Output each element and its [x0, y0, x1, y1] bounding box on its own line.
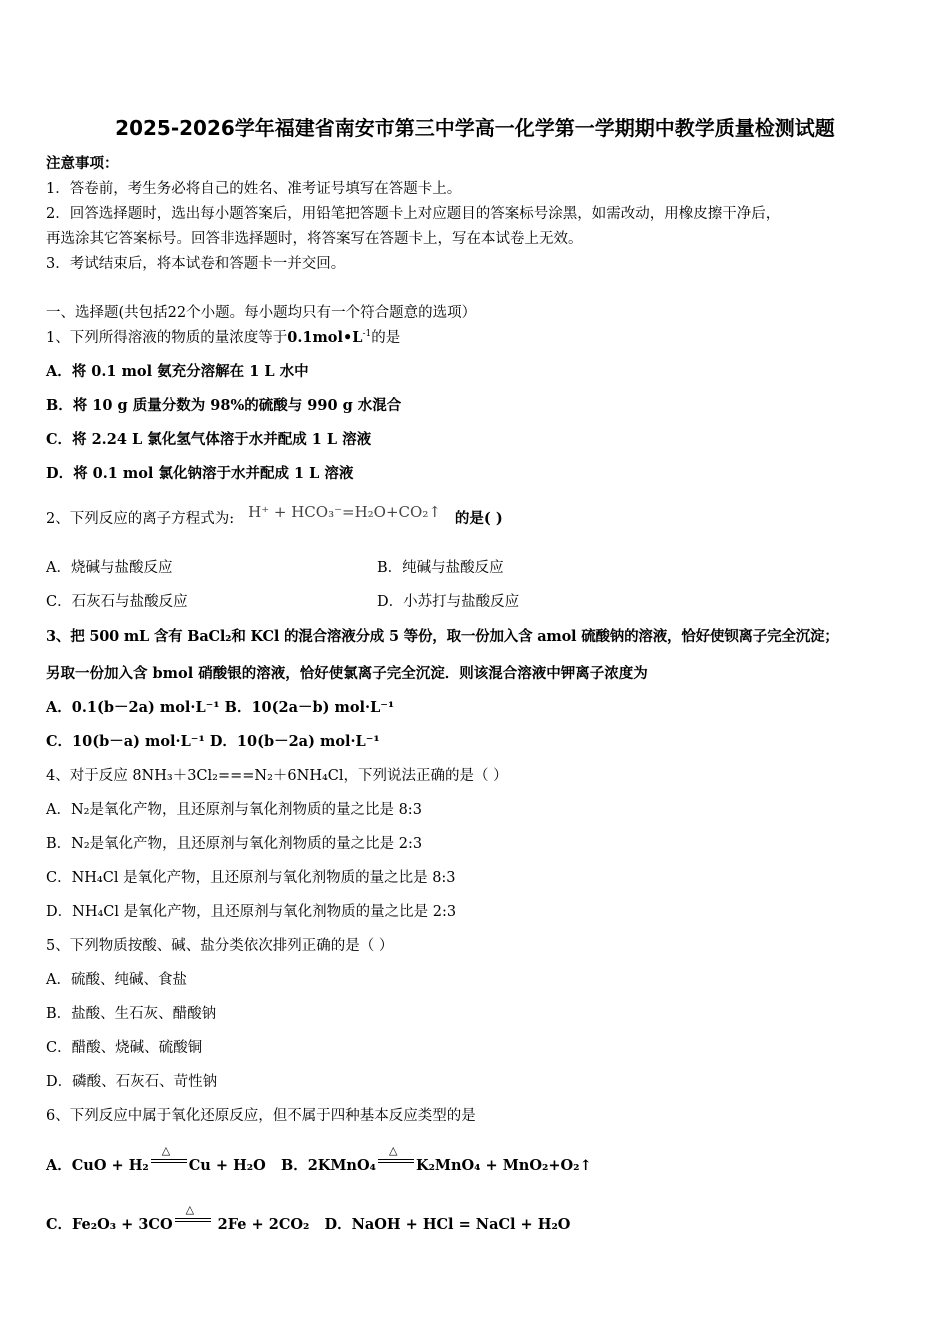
heat-equals-icon [175, 1203, 211, 1231]
notice-item-3: 3．考试结束后，将本试卷和答题卡一并交回。 [46, 256, 346, 272]
section-heading: 一、选择题(共包括22个小题。每小题均只有一个符合题意的选项） [46, 305, 477, 321]
q1-stem-b: 0.1mol•L [287, 329, 363, 346]
q1-option-d: D．将 0.1 mol 氯化钠溶于水并配成 1 L 溶液 [46, 465, 354, 482]
q2-stem [46, 503, 503, 528]
q1-option-c: C．将 2.24 L 氯化氢气体溶于水并配成 1 L 溶液 [46, 431, 372, 448]
q5-option-b: B．盐酸、生石灰、醋酸钠 [46, 1006, 217, 1022]
q3-options-ab: A．0.1(b－2a) mol·L⁻¹ B．10(2a－b) mol·L⁻¹ [46, 699, 395, 716]
q4-option-c: C．NH₄Cl 是氧化产物，且还原剂与氧化剂物质的量之比是 8:3 [46, 870, 456, 886]
q2-option-b: B．纯碱与盐酸反应 [377, 560, 504, 576]
q1-option-b: B．将 10 g 质量分数为 98%的硫酸与 990 g 水混合 [46, 397, 402, 414]
q2-equation: H⁺ + HCO₃⁻=H₂O+CO₂↑ [248, 503, 441, 521]
heat-triangle-icon: △ [388, 1144, 398, 1157]
q1-stem [46, 326, 400, 347]
q1-stem-a: 1、下列所得溶液的物质的量浓度等于 [46, 330, 288, 346]
q2-option-d: D．小苏打与盐酸反应 [377, 594, 520, 610]
q6-c-left: C．Fe₂O₃ + 3CO [46, 1216, 173, 1233]
q6-a-right: Cu + H₂O [188, 1157, 266, 1174]
q6-options-cd [46, 1203, 571, 1234]
q6-b-right: K₂MnO₄ + MnO₂+O₂↑ [415, 1157, 592, 1174]
heat-equals-icon [378, 1144, 414, 1172]
q3-stem-line2: 另取一份加入含 bmol 硝酸银的溶液，恰好使氯离子完全沉淀．则该混合溶液中钾离子浓度为 [46, 665, 648, 682]
heat-equals-icon [151, 1144, 187, 1172]
q2-option-c: C．石灰石与盐酸反应 [46, 594, 188, 610]
q4-option-d: D．NH₄Cl 是氧化产物，且还原剂与氧化剂物质的量之比是 2:3 [46, 904, 457, 920]
q6-c-right: 2Fe + 2CO₂ [217, 1216, 310, 1233]
q4-option-a: A．N₂是氧化产物，且还原剂与氧化剂物质的量之比是 8:3 [46, 802, 422, 818]
notice-item-2-cont: 再选涂其它答案标号。回答非选择题时，将答案写在答题卡上，写在本试卷上无效。 [46, 231, 583, 247]
q6-a-left: A．CuO + H₂ [46, 1157, 149, 1174]
q1-stem-sup: -1 [362, 329, 372, 339]
q3-options-cd: C．10(b－a) mol·L⁻¹ D．10(b－2a) mol·L⁻¹ [46, 733, 380, 750]
heat-triangle-icon: △ [161, 1144, 171, 1157]
q6-b-left: B．2KMnO₄ [280, 1157, 376, 1174]
q6-option-d: D．NaOH + HCl = NaCl + H₂O [324, 1216, 571, 1233]
q1-option-a: A．将 0.1 mol 氨充分溶解在 1 L 水中 [46, 363, 309, 380]
q4-option-b: B．N₂是氧化产物，且还原剂与氧化剂物质的量之比是 2:3 [46, 836, 423, 852]
notice-heading: 注意事项： [46, 155, 119, 172]
q5-stem: 5、下列物质按酸、碱、盐分类依次排列正确的是（ ） [46, 938, 394, 954]
q5-option-a: A．硫酸、纯碱、食盐 [46, 972, 187, 988]
page-title: 2025-2026学年福建省南安市第三中学高一化学第一学期期中教学质量检测试题 [115, 116, 835, 140]
heat-triangle-icon: △ [185, 1203, 195, 1216]
notice-item-1: 1．答卷前，考生务必将自己的姓名、准考证号填写在答题卡上。 [46, 181, 462, 197]
q2-stem-a: 2、下列反应的离子方程式为: [46, 511, 235, 527]
q6-options-ab [46, 1144, 592, 1175]
q1-stem-c: 的是 [371, 330, 401, 346]
q3-stem-line1: 3、把 500 mL 含有 BaCl₂和 KCl 的混合溶液分成 5 等份，取一份加入含 amol 硫酸钠的溶液，恰好使钡离子完全沉淀； [46, 628, 839, 645]
q2-option-a: A．烧碱与盐酸反应 [46, 560, 173, 576]
q5-option-c: C．醋酸、烧碱、硫酸铜 [46, 1040, 203, 1056]
q5-option-d: D．磷酸、石灰石、苛性钠 [46, 1074, 218, 1090]
q2-stem-b: 的是( ) [454, 510, 503, 527]
q6-stem: 6、下列反应中属于氧化还原反应，但不属于四种基本反应类型的是 [46, 1108, 476, 1124]
q4-stem: 4、对于反应 8NH₃＋3Cl₂===N₂＋6NH₄Cl，下列说法正确的是（ ） [46, 768, 508, 784]
notice-item-2: 2．回答选择题时，选出每小题答案后，用铅笔把答题卡上对应题目的答案标号涂黑，如需改动，用橡皮擦干净后， [46, 206, 781, 222]
